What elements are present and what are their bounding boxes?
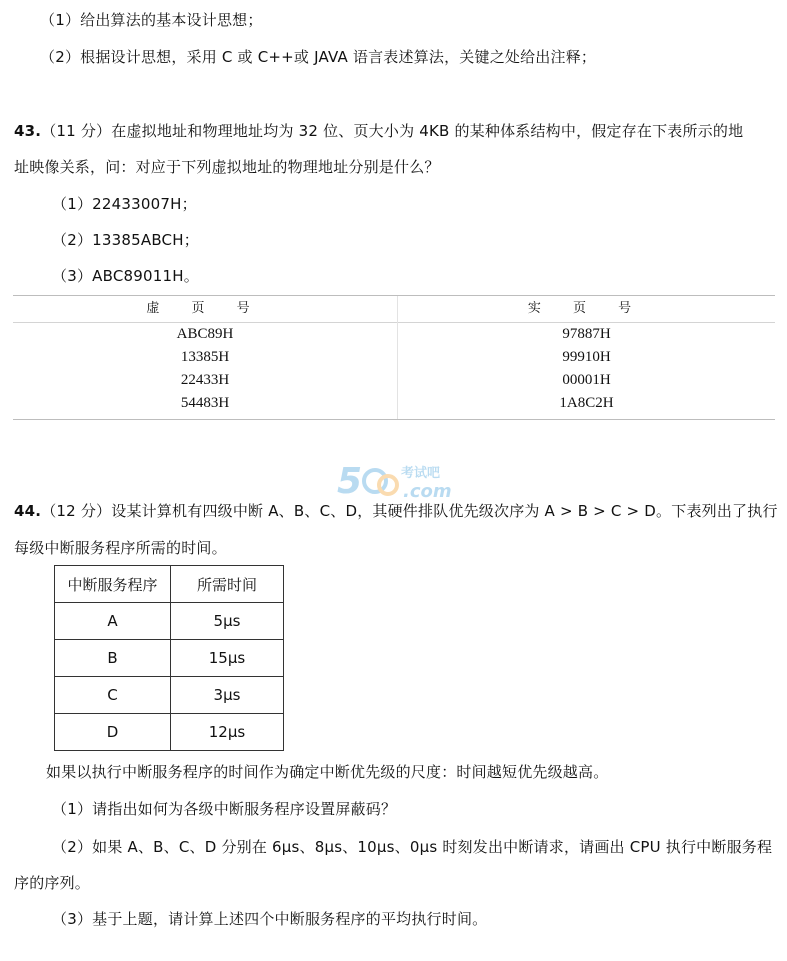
q44-sub-3: （3）基于上题，请计算上述四个中断服务程序的平均执行时间。: [52, 910, 488, 928]
routine-name-cell: B: [55, 640, 171, 677]
routine-time-cell: 5μs: [171, 603, 284, 640]
table-header-row: [55, 566, 284, 603]
q44-sub-1: （1）请指出如何为各级中断服务程序设置屏蔽码？: [52, 800, 397, 818]
q44-number: 44.: [14, 502, 42, 520]
q44-priority-note: 如果以执行中断服务程序的时间作为确定中断优先级的尺度：时间越短优先级越高。: [46, 763, 609, 781]
header-required-time: 所需时间: [171, 566, 284, 603]
header-service-routine: 中断服务程序: [55, 566, 171, 603]
table-row: [55, 714, 284, 751]
q43-number: 43.: [14, 122, 42, 140]
q43-stem-line-1: [14, 121, 743, 141]
q43-item-2: （2）13385ABCH；: [52, 231, 199, 249]
q44-stem-line-2: 每级中断服务程序所需的时间。: [14, 539, 227, 557]
watermark-brand: 考试吧: [401, 466, 441, 481]
routine-name-cell: D: [55, 714, 171, 751]
q43-item-3: （3）ABC89011H。: [52, 267, 199, 285]
table-cell-physical: 97887H: [562, 326, 611, 342]
q43-stem-text: （11 分）在虚拟地址和物理地址均为 32 位、页大小为 4KB 的某种体系结构中，假定存在下表所示的地: [41, 122, 744, 140]
routine-time-cell: 3μs: [171, 677, 284, 714]
q42-part-2: （2）根据设计思想，采用 C 或 C++或 JAVA 语言表述算法，关键之处给出注释；: [40, 48, 597, 66]
table-cell-virtual: 54483H: [180, 395, 230, 411]
q43-stem-line-2: 址映像关系，问：对应于下列虚拟地址的物理地址分别是什么？: [14, 158, 440, 176]
table-cell-virtual: 13385H: [180, 349, 230, 365]
page-mapping-table: [13, 295, 775, 420]
routine-name-cell: A: [55, 603, 171, 640]
table-cell-physical: 1A8C2H: [559, 395, 614, 411]
watermark-ring-2: [379, 476, 397, 494]
q44-sub-2-line-2: 序的序列。: [14, 874, 91, 892]
q44-sub-2-line-1: （2）如果 A、B、C、D 分别在 6μs、8μs、10μs、0μs 时刻发出中断请求，请画出 CPU 执行中断服务程: [52, 838, 773, 856]
watermark-ring-1: [364, 470, 386, 492]
watermark-digit-5: 5: [337, 461, 363, 502]
table-cell-physical: 00001H: [562, 372, 611, 388]
watermark-domain: .com: [403, 481, 452, 502]
routine-time-cell: 12μs: [171, 714, 284, 751]
table-cell-virtual: ABC89H: [176, 326, 234, 342]
table-row: [55, 640, 284, 677]
table-cell-virtual: 22433H: [180, 372, 230, 388]
table-row: [55, 677, 284, 714]
q44-stem-text: （12 分）设某计算机有四级中断 A、B、C、D，其硬件排队优先级次序为 A > B > C > D。下表列出了执行: [41, 502, 778, 520]
watermark-logo: [335, 455, 460, 505]
interrupt-time-table: [54, 565, 284, 751]
table-row: [55, 603, 284, 640]
header-virtual-page: 虚 页 号: [146, 301, 264, 316]
q43-item-1: （1）22433007H；: [52, 195, 197, 213]
routine-time-cell: 15μs: [171, 640, 284, 677]
q44-stem-line-1: [14, 501, 778, 521]
routine-name-cell: C: [55, 677, 171, 714]
header-physical-page: 实 页 号: [527, 301, 646, 316]
q42-part-1: （1）给出算法的基本设计思想；: [40, 11, 263, 29]
table-cell-physical: 99910H: [562, 349, 611, 365]
